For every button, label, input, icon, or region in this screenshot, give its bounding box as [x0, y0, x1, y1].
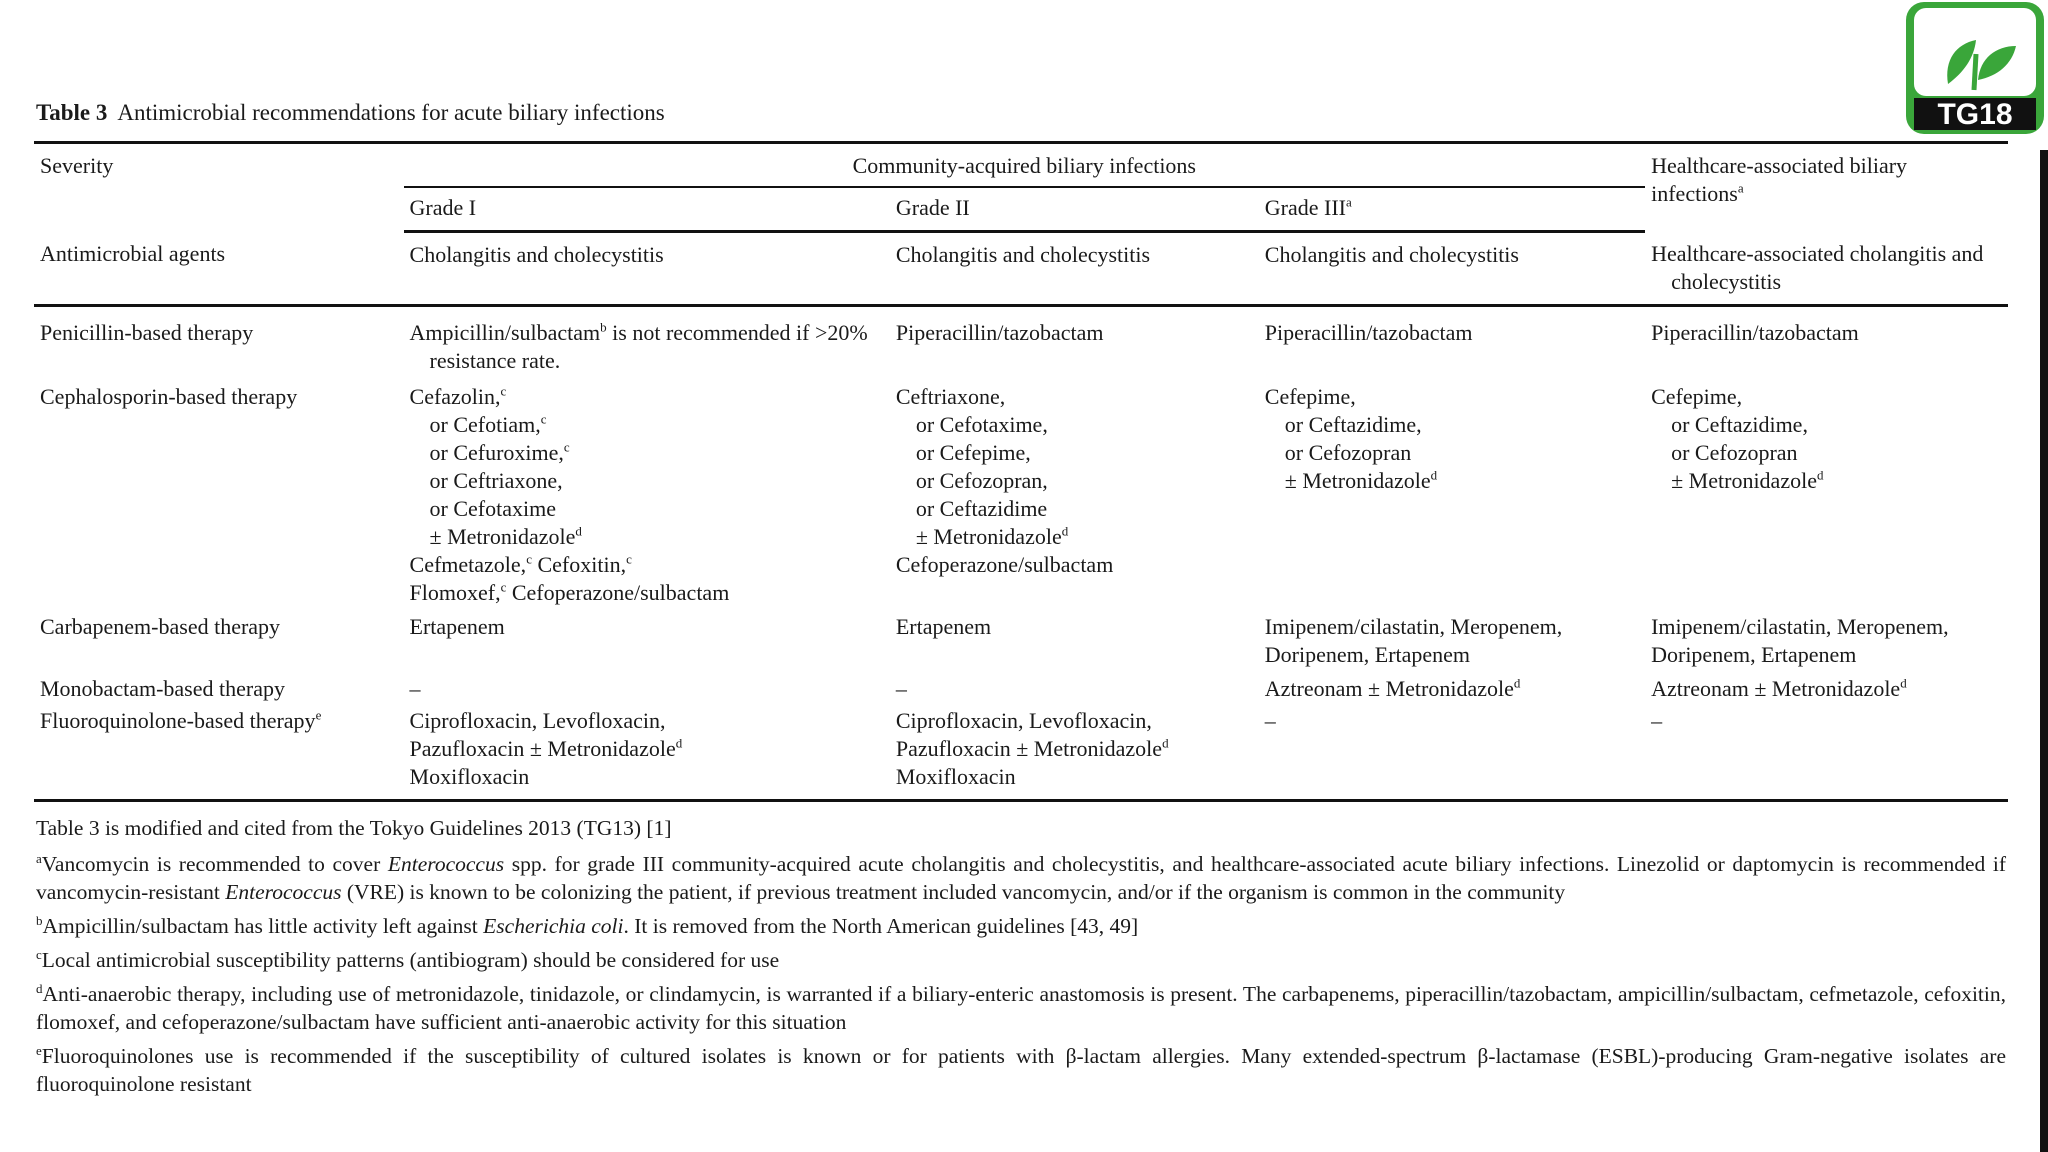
grade2-header: Grade II — [890, 187, 1259, 232]
carbapenem-g3: Imipenem/cilastatin, Meropenem, Doripenem, Ertapenem — [1264, 613, 1563, 667]
fluoroquinolone-g3: – — [1259, 703, 1645, 801]
agents-hc: Healthcare-associated cholangitis and cholecystitis — [1645, 232, 2008, 306]
footnote-b: $^b$Ampicillin/sulbactam has little activity left against Escherichia coli. It is removed from the North American guidelines [43, 49] — [36, 912, 1139, 938]
table-caption-text: Antimicrobial recommendations for acute biliary infections — [117, 100, 665, 125]
monobactam-g1: – — [409, 675, 421, 701]
fluoroquinolone-label: Fluoroquinolone-based therapy$^e$ — [34, 703, 404, 801]
agents-g2: Cholangitis and cholecystitis — [890, 232, 1259, 306]
fluoroquinolone-row — [34, 703, 2008, 801]
penicillin-g3: Piperacillin/tazobactam — [1264, 319, 1473, 345]
table-footnotes — [36, 814, 2006, 1104]
monobactam-row — [34, 669, 2008, 703]
footnote-d: $^d$Anti-anaerobic therapy, including use of metronidazole, tinidazole, or clindamycin, is warranted if a biliary-enteric anastomosis is present. The carbapenems, piperacillin/tazobactam, ampicillin/sulbactam, cefmetazole, cefoxitin, flomoxef, and cefoperazone/sulbactam have sufficient anti-anaerobic activity for this situation — [36, 980, 2006, 1034]
monobactam-hc: Aztreonam ± Metronidazole$^d$ — [1651, 675, 1907, 701]
monobactam-g3: Aztreonam ± Metronidazole$^d$ — [1264, 675, 1521, 701]
carbapenem-g2: Ertapenem — [895, 613, 992, 639]
carbapenem-label: Carbapenem-based therapy — [40, 613, 281, 639]
agents-label: Antimicrobial agents — [34, 232, 404, 306]
antimicrobial-table — [34, 141, 2008, 802]
fluoroquinolone-g2: Ciprofloxacin, Levofloxacin, Pazufloxacin ± Metronidazole$^d$ Moxifloxacin — [890, 703, 1259, 801]
cephalosporin-g1: Cefazolin,$^c$ or Cefotiam,$^c$ or Cefuroxime,$^c$ or Ceftriaxone, or Cefotaxime ± Metronidazole$^d$ Cefmetazole,$^c$ Cefoxitin,$^c$ Flomoxef,$^c$ Cefoperazone/sulbactam — [409, 383, 730, 605]
cephalosporin-row — [34, 375, 2008, 607]
healthcare-header: Healthcare-associated biliary infections$^a$ — [1645, 143, 2008, 232]
cephalosporin-g2: Ceftriaxone, or Cefotaxime, or Cefepime, or Cefozopran, or Ceftazidime ± Metronidazole$^d$ Cefoperazone/sulbactam — [895, 383, 1114, 577]
penicillin-row — [34, 305, 2008, 375]
footnote-e: $^e$Fluoroquinolones use is recommended if the susceptibility of cultured isolates is known or for patients with β-lactam allergies. Many extended-spectrum β-lactamase (ESBL)-producing Gram-negative isolates are fluoroquinolone resistant — [36, 1042, 2006, 1096]
agents-g1: Cholangitis and cholecystitis — [404, 232, 890, 306]
fluoroquinolone-hc: – — [1645, 703, 2008, 801]
carbapenem-row — [34, 607, 2008, 669]
severity-header: Severity — [34, 143, 404, 232]
tg18-logo — [1904, 0, 2046, 136]
penicillin-label: Penicillin-based therapy — [40, 319, 254, 345]
table-header-row — [34, 143, 2008, 188]
grade3-header: Grade III$^a$ — [1259, 187, 1645, 232]
cephalosporin-label: Cephalosporin-based therapy — [40, 383, 298, 409]
carbapenem-hc: Imipenem/cilastatin, Meropenem, Doripenem, Ertapenem — [1651, 613, 1949, 667]
monobactam-g2: – — [895, 675, 907, 701]
footnote-c: $^c$Local antimicrobial susceptibility patterns (antibiogram) should be considered for use — [36, 946, 780, 972]
community-header: Community-acquired biliary infections — [404, 143, 1646, 188]
grade1-header: Grade I — [404, 187, 890, 232]
table-caption-label: Table 3 — [36, 100, 108, 125]
cephalosporin-hc: Cefepime, or Ceftazidime, or Cefozopran ± Metronidazole$^d$ — [1651, 383, 1824, 493]
penicillin-g1: Ampicillin/sulbactam$^b$ is not recommended if >20% resistance rate. — [409, 319, 868, 373]
agents-g3: Cholangitis and cholecystitis — [1259, 232, 1645, 306]
monobactam-label: Monobactam-based therapy — [40, 675, 285, 701]
carbapenem-g1: Ertapenem — [409, 613, 505, 639]
footnote-source: Table 3 is modified and cited from the Tokyo Guidelines 2013 (TG13) [1] — [36, 816, 672, 840]
table-caption — [36, 100, 665, 126]
page-edge-bar — [2040, 150, 2048, 1152]
svg-text:TG18: TG18 — [1937, 98, 2013, 131]
agents-row — [34, 232, 2008, 306]
cephalosporin-g3: Cefepime, or Ceftazidime, or Cefozopran ± Metronidazole$^d$ — [1264, 383, 1438, 493]
footnote-a: $^a$Vancomycin is recommended to cover Enterococcus spp. for grade III community-acquired acute cholangitis and cholecystitis, and healthcare-associated acute biliary infections. Linezolid or daptomycin is recommended if vancomycin-resistant Enterococcus (VRE) is known to be colonizing the patient, if previous treatment included vancomycin, and/or if the organism is common in the community — [36, 850, 2007, 904]
penicillin-hc: Piperacillin/tazobactam — [1651, 319, 1859, 345]
penicillin-g2: Piperacillin/tazobactam — [895, 319, 1104, 345]
fluoroquinolone-g1: Ciprofloxacin, Levofloxacin, Pazufloxacin ± Metronidazole$^d$ Moxifloxacin — [404, 703, 890, 801]
